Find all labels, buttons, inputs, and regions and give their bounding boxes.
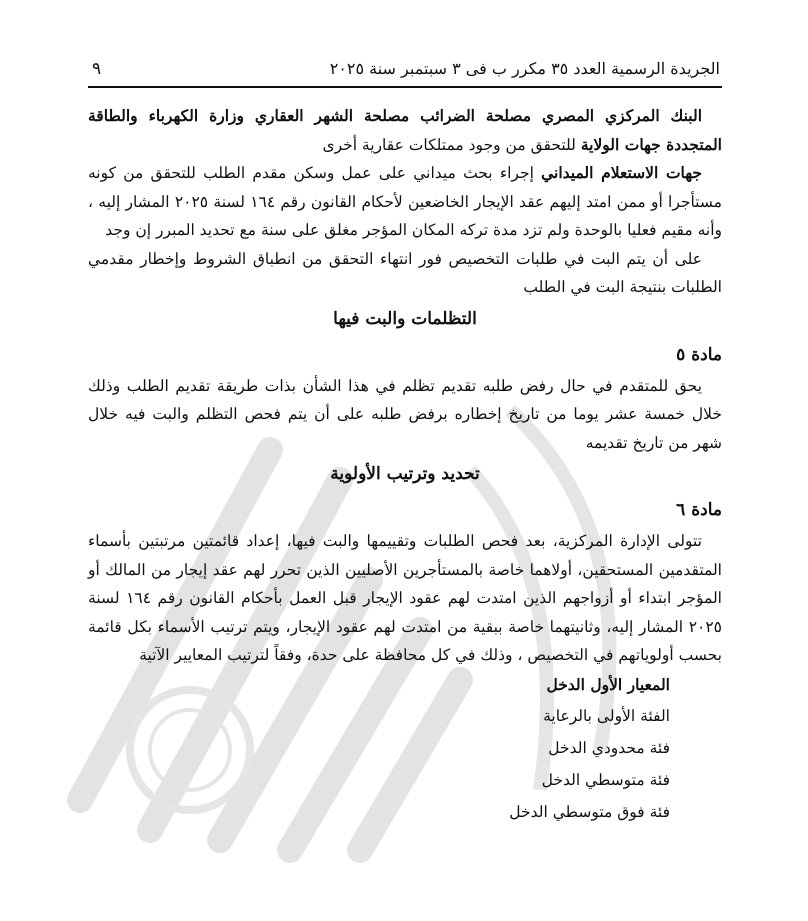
list-item: الفئة الأولى بالرعاية	[543, 706, 670, 725]
entities-purpose: للتحقق من وجود ممتلكات عقارية أخرى	[322, 135, 581, 154]
list-item: فئة فوق متوسطي الدخل	[509, 802, 670, 821]
article-5-title: مادة ٥	[676, 344, 722, 365]
paragraph-entities	[88, 102, 722, 159]
criteria-heading: المعيار الأول الدخل	[546, 674, 670, 694]
section-title-grievances: التظلمات والبت فيها	[333, 308, 477, 329]
paragraph-field-inquiry	[88, 159, 722, 245]
page-header	[88, 52, 722, 88]
field-inquiry-entity: جهات الاستعلام الميداني	[541, 163, 702, 182]
entities-list: البنك المركزي المصري مصلحة الضرائب مصلحة الشهر العقاري وزارة الكهرباء والطاقة المتجددة جهات الولاية	[88, 106, 722, 154]
section-title-priority: تحديد وترتيب الأولوية	[330, 464, 480, 484]
document-page	[88, 52, 722, 828]
article-5-text: يحق للمتقدم في حال رفض طلبه تقديم تظلم في هذا الشأن بذات طريقة تقديم الطلب وذلك خلال خمسة عشر يوما من تاريخ إخطاره برفض طلبه على أن يتم فحص التظلم والبت فيه خلال شهر من تاريخ تقديمه	[88, 376, 722, 452]
field-inquiry-text: إجراء بحث ميداني على عمل وسكن مقدم الطلب للتحقق من كونه مستأجرا أو ممن امتد إليهم عقد الإيجار الخاضعين لأحكام القانون رقم ١٦٤ لسنة ٢٠٢٥ المشار إليه ، وأنه مقيم فعليا بالوحدة ولم تزد مدة تركه المكان المؤجر مغلق على سنة مع تحديد المبرر إن وجد	[88, 164, 722, 239]
list-item: فئة محدودي الدخل	[548, 738, 670, 757]
article-6-title: مادة ٦	[676, 500, 722, 520]
paragraph-allocation-decision: على أن يتم البت في طلبات التخصيص فور انتهاء التحقق من انطباق الشروط وإخطار مقدمي الطلبات بنتيجة البت في الطلب	[88, 249, 722, 296]
article-6-text: تتولى الإدارة المركزية، بعد فحص الطلبات وتقييمها والبت فيها، إعداد قائمتين مرتبتين بأسماء المتقدمين المستحقين، أولاهما خاصة بالمستأجرين الأصليين الذين تحرر لهم عقد إيجار من المالك أو المؤجر ابتداء أو أزواجهم الذين امتدت لهم عقود الإيجار قبل العمل بأحكام القانون رقم ١٦٤ لسنة ٢٠٢٥ المشار إليه، وثانيتهما خاصة ببقية من امتدت لهم عقود الإيجار، ويتم ترتيب الأسماء بكل قائمة بحسب أولوياتهم في التخصيص ، وذلك في كل محافظة على حدة، وفقاً لترتيب المعايير الآتية	[88, 532, 722, 664]
document-body	[88, 102, 722, 828]
page-number: ٩	[92, 59, 102, 79]
list-item: فئة متوسطي الدخل	[541, 770, 670, 789]
header-title: الجريدة الرسمية العدد ٣٥ مكرر ب فى ٣ سبتمبر سنة ٢٠٢٥	[329, 59, 720, 78]
